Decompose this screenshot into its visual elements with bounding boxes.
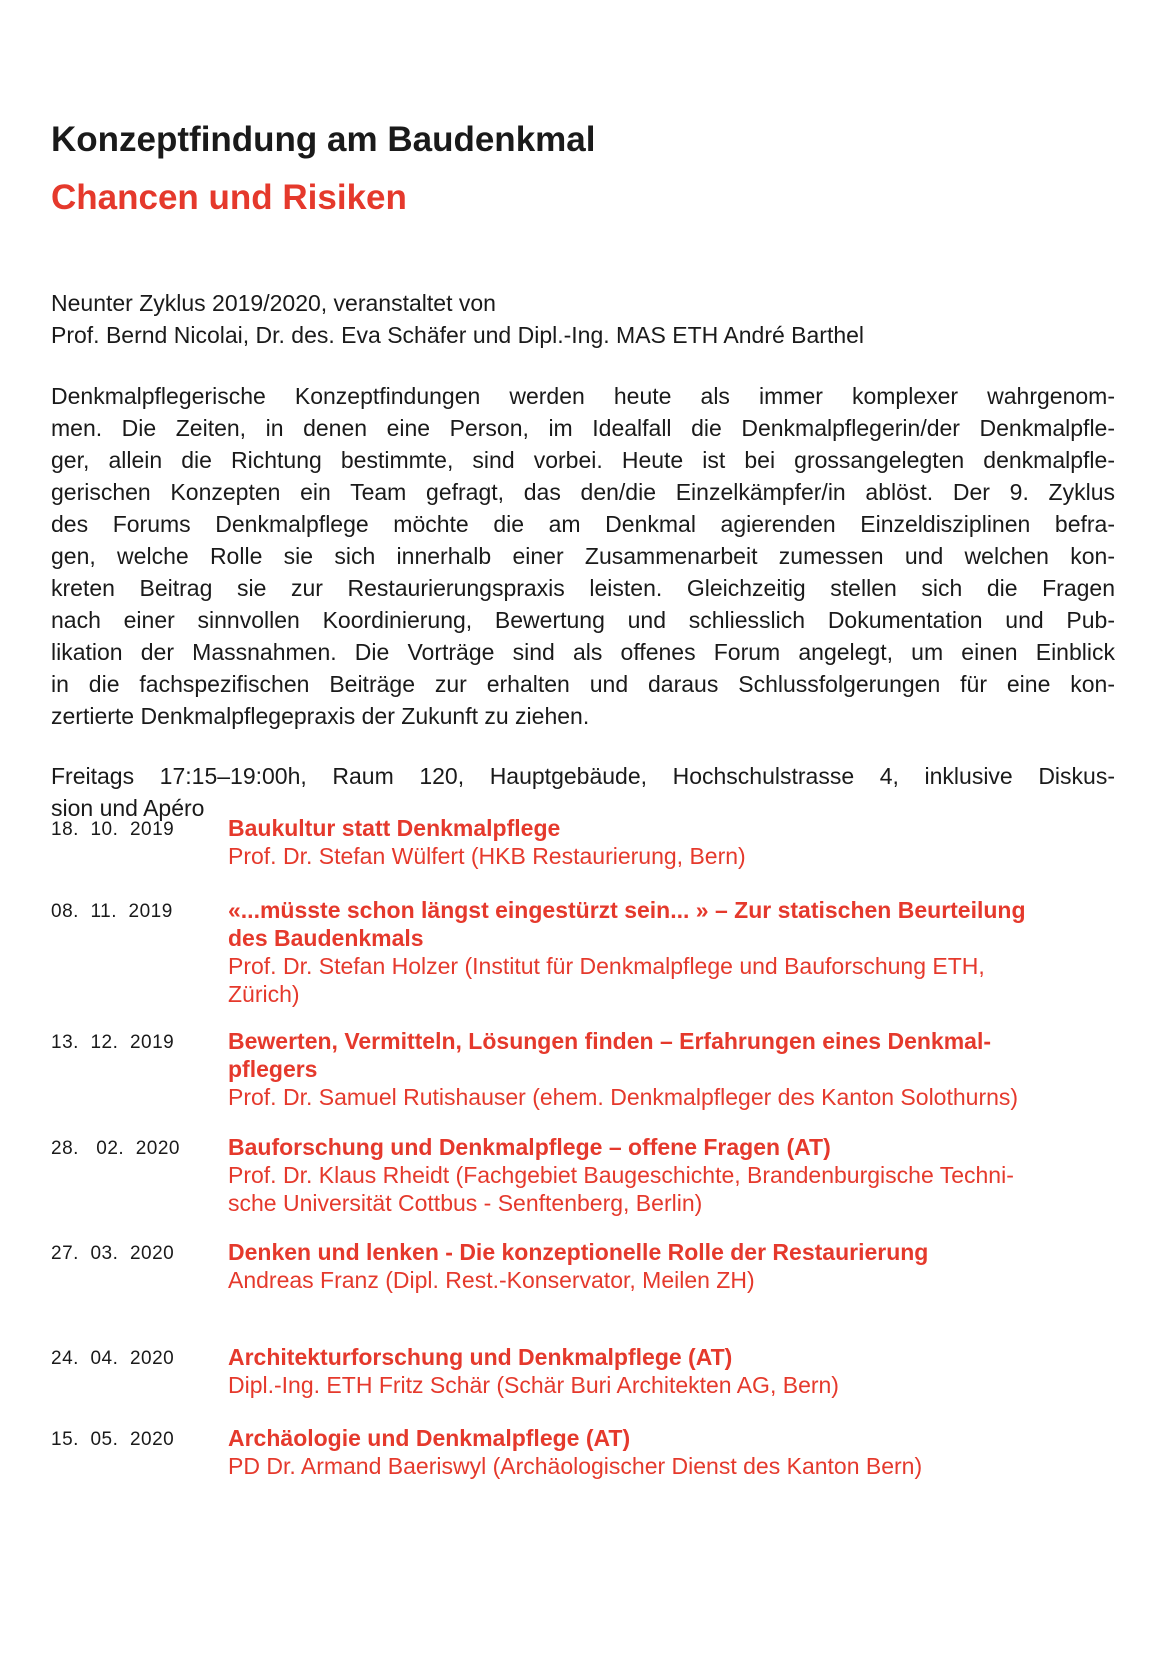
- event-title: pflegers: [228, 1056, 318, 1082]
- event-title: «...müsste schon längst eingestürzt sein... » – Zur statischen Beurteilung: [228, 897, 1026, 923]
- event-title: Bauforschung und Denkmalpflege – offene Fragen (AT): [228, 1134, 831, 1160]
- description-line: ger, allein die Richtung bestimmte, sind vorbei. Heute ist bei grossangelegten denkmalpfle-: [51, 447, 1115, 473]
- description-line: kreten Beitrag sie zur Restaurierungspraxis leisten. Gleichzeitig stellen sich die Fragen: [51, 575, 1115, 601]
- intro-block: [51, 287, 1115, 351]
- event-speaker: Zürich): [228, 981, 300, 1007]
- event-title: Archäologie und Denkmalpflege (AT): [228, 1425, 631, 1451]
- intro-line-cycle: Neunter Zyklus 2019/2020, veranstaltet von: [51, 290, 496, 316]
- event-title: Denken und lenken - Die konzeptionelle Rolle der Restaurierung: [228, 1239, 929, 1265]
- event-speaker: Prof. Dr. Klaus Rheidt (Fachgebiet Baugeschichte, Brandenburgische Techni-: [228, 1162, 1014, 1188]
- schedule-note-line: sion und Apéro: [51, 795, 205, 821]
- event-title: des Baudenkmals: [228, 925, 424, 951]
- event-content: [228, 1133, 1115, 1217]
- page-subtitle: Chancen und Risiken: [51, 178, 407, 217]
- event-content: [228, 1027, 1115, 1111]
- event-speaker: sche Universität Cottbus - Senftenberg, Berlin): [228, 1190, 703, 1216]
- event-speaker: PD Dr. Armand Baeriswyl (Archäologischer Dienst des Kanton Bern): [228, 1453, 923, 1479]
- intro-line-organizers: Prof. Bernd Nicolai, Dr. des. Eva Schäfer und Dipl.-Ing. MAS ETH André Barthel: [51, 322, 865, 348]
- event-date: 13. 12. 2019: [51, 1032, 175, 1053]
- description-line: gerischen Konzepten ein Team gefragt, das den/die Einzelkämpfer/in ablöst. Der 9. Zyklus: [51, 479, 1115, 505]
- description-line: Denkmalpflegerische Konzeptfindungen werden heute als immer komplexer wahrgenom-: [51, 383, 1115, 409]
- description-line: des Forums Denkmalpflege möchte die am Denkmal agierenden Einzeldisziplinen befra-: [51, 511, 1115, 537]
- description-paragraph: [51, 380, 1115, 732]
- description-line: nach einer sinnvollen Koordinierung, Bewertung und schliesslich Dokumentation und Pub-: [51, 607, 1115, 633]
- event-date: 15. 05. 2020: [51, 1429, 175, 1450]
- event-content: [228, 1238, 1115, 1294]
- event-date: 28. 02. 2020: [51, 1138, 180, 1159]
- event-content: [228, 1424, 1115, 1480]
- event-title: Baukultur statt Denkmalpflege: [228, 815, 561, 841]
- description-line: likation der Massnahmen. Die Vorträge sind als offenes Forum angelegt, um einen Einblick: [51, 639, 1115, 665]
- event-date: 08. 11. 2019: [51, 901, 173, 922]
- event-speaker: Dipl.-Ing. ETH Fritz Schär (Schär Buri Architekten AG, Bern): [228, 1372, 839, 1398]
- description-line: in die fachspezifischen Beiträge zur erhalten und daraus Schlussfolgerungen für eine kon-: [51, 671, 1115, 697]
- description-line: men. Die Zeiten, in denen eine Person, im Idealfall die Denkmalpflegerin/der Denkmalpfle-: [51, 415, 1115, 441]
- event-speaker: Andreas Franz (Dipl. Rest.-Konservator, Meilen ZH): [228, 1267, 755, 1293]
- event-title: Bewerten, Vermitteln, Lösungen finden – Erfahrungen eines Denkmal-: [228, 1028, 991, 1054]
- event-date: 27. 03. 2020: [51, 1243, 175, 1264]
- page-title: Konzeptfindung am Baudenkmal: [51, 120, 596, 159]
- event-date: 24. 04. 2020: [51, 1348, 175, 1369]
- event-speaker: Prof. Dr. Stefan Wülfert (HKB Restaurierung, Bern): [228, 843, 746, 869]
- description-line: gen, welche Rolle sie sich innerhalb einer Zusammenarbeit zumessen und welchen kon-: [51, 543, 1115, 569]
- event-content: [228, 1343, 1115, 1399]
- description-line: zertierte Denkmalpflegepraxis der Zukunft zu ziehen.: [51, 703, 590, 729]
- event-content: [228, 896, 1115, 1008]
- schedule-note-line: Freitags 17:15–19:00h, Raum 120, Hauptgebäude, Hochschulstrasse 4, inklusive Diskus-: [51, 763, 1115, 789]
- event-content: [228, 814, 1115, 870]
- event-speaker: Prof. Dr. Stefan Holzer (Institut für Denkmalpflege und Bauforschung ETH,: [228, 953, 985, 979]
- event-date: 18. 10. 2019: [51, 819, 175, 840]
- event-title: Architekturforschung und Denkmalpflege (AT): [228, 1344, 733, 1370]
- event-speaker: Prof. Dr. Samuel Rutishauser (ehem. Denkmalpfleger des Kanton Solothurns): [228, 1084, 1019, 1110]
